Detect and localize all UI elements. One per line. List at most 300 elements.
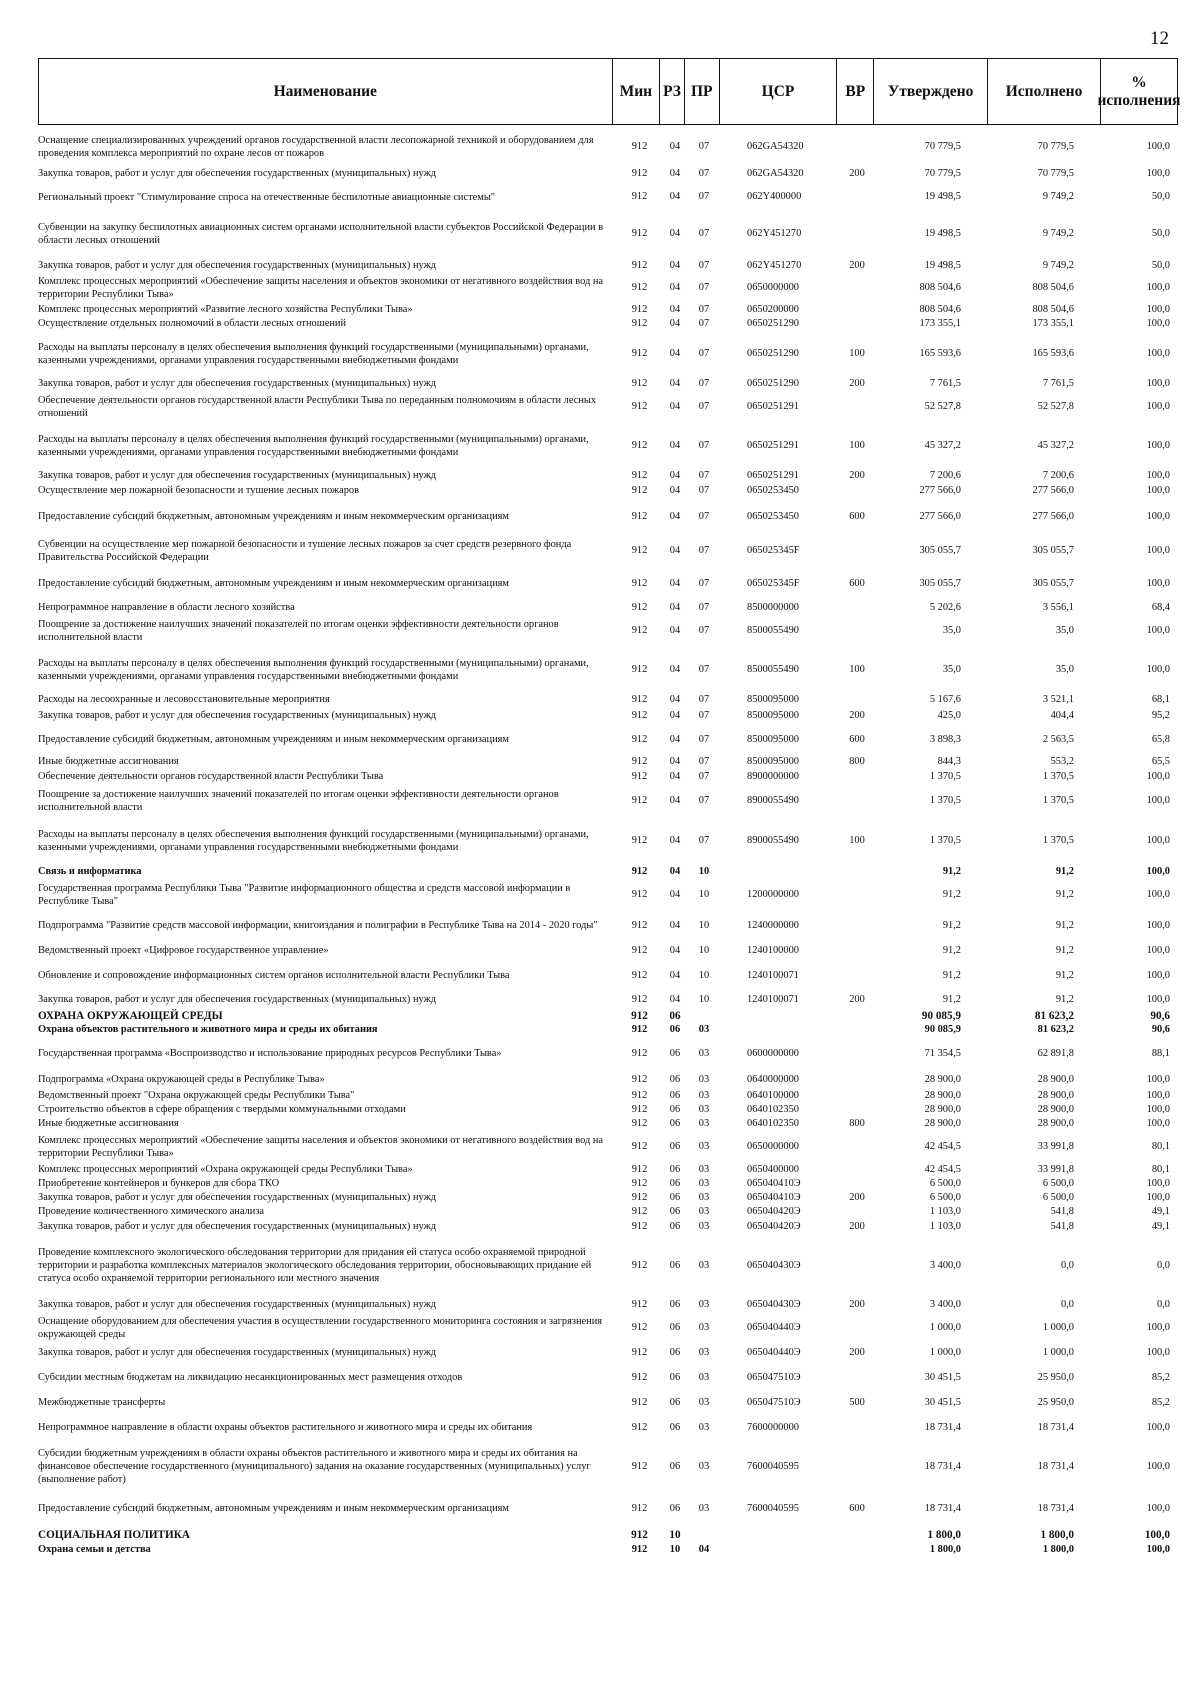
row-percent: 95,2 (1151, 709, 1170, 721)
row-approved: 1 370,5 (929, 770, 961, 782)
row-name: Подпрограмма "Развитие средств массовой информации, книгоиздания и полиграфии в Республике Тыва на 2014 - 2020 годы" (38, 920, 598, 932)
row-name: Поощрение за достижение наилучших значений показателей по итогам оценки эффективности деятельности органов исполнительной власти (38, 618, 559, 643)
row-min: 912 (631, 969, 648, 981)
row-percent: 100,0 (1146, 1346, 1170, 1358)
row-csr: 8900000000 (747, 770, 799, 782)
row-approved: 28 900,0 (924, 1103, 961, 1115)
row-pr: 07 (698, 484, 710, 496)
table-row (38, 132, 1178, 162)
row-vr: 200 (849, 1298, 865, 1310)
row-executed: 91,2 (1055, 919, 1074, 931)
row-vr: 600 (849, 510, 865, 522)
row-csr: 7600040595 (747, 1502, 799, 1514)
row-csr: 065025345F (747, 544, 800, 556)
row-approved: 90 085,9 (921, 1009, 961, 1022)
row-percent: 100,0 (1146, 663, 1170, 675)
row-approved: 425,0 (937, 709, 961, 721)
row-approved: 1 800,0 (927, 1528, 961, 1541)
row-approved: 91,2 (942, 944, 961, 956)
row-approved: 277 566,0 (919, 484, 961, 496)
row-percent: 100,0 (1146, 510, 1170, 522)
row-percent: 100,0 (1146, 1089, 1170, 1101)
row-percent: 100,0 (1146, 865, 1170, 877)
table-row (38, 769, 1178, 785)
row-executed: 0,0 (1061, 1259, 1074, 1271)
row-approved: 1 000,0 (929, 1346, 961, 1358)
row-approved: 305 055,7 (919, 544, 961, 556)
header-executed: Исполнено (987, 59, 1100, 124)
row-name: Охрана семьи и детства (38, 1544, 151, 1556)
row-name: Осуществление мер пожарной безопасности и тушение лесных пожаров (38, 485, 359, 497)
row-executed: 7 761,5 (1042, 377, 1074, 389)
row-csr: 8500095000 (747, 755, 799, 767)
row-rz: 04 (669, 944, 681, 956)
row-approved: 45 327,2 (924, 439, 961, 451)
row-pr: 03 (698, 1191, 710, 1203)
row-name: Субвенции на осуществление мер пожарной безопасности и тушение лесных пожаров за счет средств резервного фонда Правительства Российской Федерации (38, 538, 572, 563)
row-csr: 8500095000 (747, 709, 799, 721)
row-executed: 18 731,4 (1037, 1502, 1074, 1514)
row-pr: 03 (698, 1460, 710, 1472)
table-row (38, 1393, 1178, 1413)
table-row (38, 1163, 1178, 1177)
row-rz: 06 (669, 1047, 681, 1059)
row-percent: 100,0 (1146, 624, 1170, 636)
row-pr: 07 (698, 281, 710, 293)
table-row (38, 567, 1178, 601)
row-min: 912 (631, 484, 648, 496)
table-row (38, 303, 1178, 317)
table-row (38, 647, 1178, 693)
row-min: 912 (631, 1177, 648, 1189)
row-pr: 03 (698, 1346, 710, 1358)
row-approved: 91,2 (942, 993, 961, 1005)
row-min: 912 (631, 1396, 648, 1408)
table-row (38, 483, 1178, 499)
row-pr: 07 (698, 544, 710, 556)
row-executed: 91,2 (1055, 888, 1074, 900)
row-rz: 06 (669, 1396, 681, 1408)
row-name: Межбюджетные трансферты (38, 1397, 166, 1409)
row-pr: 03 (698, 1371, 710, 1383)
row-executed: 91,2 (1055, 993, 1074, 1005)
row-executed: 1 370,5 (1042, 834, 1074, 846)
row-executed: 9 749,2 (1042, 227, 1074, 239)
row-csr: 1240100000 (747, 944, 799, 956)
row-csr: 1240100071 (747, 969, 799, 981)
table-row (38, 615, 1178, 647)
row-rz: 04 (669, 484, 681, 496)
table-row (38, 1543, 1178, 1557)
row-percent: 65,5 (1151, 755, 1170, 767)
row-min: 912 (631, 1009, 648, 1022)
row-executed: 9 749,2 (1042, 191, 1074, 203)
row-executed: 541,8 (1050, 1205, 1074, 1217)
row-rz: 06 (669, 1460, 681, 1472)
row-rz: 04 (669, 469, 681, 481)
row-csr: 0600000000 (747, 1047, 799, 1059)
row-pr: 07 (698, 693, 710, 705)
row-vr: 100 (849, 834, 865, 846)
table-row (38, 1037, 1178, 1071)
row-name: Обеспечение деятельности органов государственной власти Республики Тыва (38, 771, 384, 783)
row-executed: 35,0 (1055, 663, 1074, 675)
row-rz: 04 (669, 577, 681, 589)
row-name: Связь и информатика (38, 866, 142, 878)
row-executed: 808 504,6 (1032, 303, 1074, 315)
row-rz: 04 (669, 693, 681, 705)
row-pr: 07 (698, 577, 710, 589)
row-executed: 0,0 (1061, 1298, 1074, 1310)
row-rz: 04 (669, 510, 681, 522)
table-row (38, 817, 1178, 865)
row-pr: 03 (698, 1163, 710, 1175)
row-executed: 808 504,6 (1032, 281, 1074, 293)
row-pr: 04 (698, 1543, 710, 1555)
row-rz: 06 (669, 1009, 681, 1022)
row-csr: 062Y451270 (747, 227, 802, 239)
row-approved: 35,0 (942, 663, 961, 675)
row-percent: 68,1 (1151, 693, 1170, 705)
row-percent: 100,0 (1146, 1191, 1170, 1203)
row-executed: 9 749,2 (1042, 259, 1074, 271)
row-rz: 04 (669, 347, 681, 359)
row-csr: 8900055490 (747, 794, 799, 806)
table-row (38, 1343, 1178, 1363)
row-executed: 1 370,5 (1042, 770, 1074, 782)
row-rz: 04 (669, 317, 681, 329)
row-pr: 07 (698, 400, 710, 412)
table-row (38, 941, 1178, 961)
row-name: СОЦИАЛЬНАЯ ПОЛИТИКА (38, 1529, 190, 1542)
row-name: Закупка товаров, работ и услуг для обеспечения государственных (муниципальных) нужд (38, 260, 437, 272)
header-vr: ВР (836, 59, 873, 124)
table-body (38, 132, 1178, 1557)
row-executed: 52 527,8 (1037, 400, 1074, 412)
row-rz: 04 (669, 140, 681, 152)
row-min: 912 (631, 510, 648, 522)
row-rz: 04 (669, 227, 681, 239)
row-approved: 1 103,0 (929, 1220, 961, 1232)
table-row (38, 1089, 1178, 1103)
row-percent: 100,0 (1146, 1321, 1170, 1333)
row-rz: 10 (669, 1543, 681, 1555)
header-name: Наименование (273, 82, 377, 100)
row-pr: 10 (698, 919, 710, 931)
row-min: 912 (631, 303, 648, 315)
row-name: Осуществление отдельных полномочий в области лесных отношений (38, 318, 347, 330)
row-min: 912 (631, 1259, 648, 1271)
row-pr: 10 (698, 865, 710, 877)
table-row (38, 755, 1178, 769)
table-row (38, 259, 1178, 273)
row-pr: 03 (698, 1140, 710, 1152)
row-csr: 0650251290 (747, 347, 799, 359)
row-approved: 1 800,0 (929, 1543, 961, 1555)
row-percent: 100,0 (1146, 919, 1170, 931)
table-row (38, 961, 1178, 991)
row-pr: 10 (698, 888, 710, 900)
row-percent: 100,0 (1146, 377, 1170, 389)
row-rz: 06 (669, 1103, 681, 1115)
row-rz: 06 (669, 1421, 681, 1433)
row-csr: 0650200000 (747, 303, 799, 315)
row-percent: 100,0 (1146, 944, 1170, 956)
row-rz: 04 (669, 624, 681, 636)
table-row (38, 725, 1178, 755)
table-row (38, 186, 1178, 209)
row-name: Субсидии местным бюджетам на ликвидацию несанкционированных мест размещения отходов (38, 1372, 463, 1384)
row-min: 912 (631, 601, 648, 613)
row-percent: 90,6 (1150, 1009, 1170, 1022)
row-pr: 03 (698, 1117, 710, 1129)
row-approved: 7 200,6 (929, 469, 961, 481)
table-row (38, 1491, 1178, 1527)
row-min: 912 (631, 281, 648, 293)
row-executed: 305 055,7 (1032, 544, 1074, 556)
row-approved: 3 400,0 (929, 1259, 961, 1271)
row-min: 912 (631, 1205, 648, 1217)
row-approved: 6 500,0 (929, 1191, 961, 1203)
row-approved: 5 167,6 (929, 693, 961, 705)
row-rz: 06 (669, 1117, 681, 1129)
row-name: Закупка товаров, работ и услуг для обеспечения государственных (муниципальных) нужд (38, 1347, 437, 1359)
row-pr: 03 (698, 1220, 710, 1232)
row-rz: 04 (669, 770, 681, 782)
row-rz: 04 (669, 888, 681, 900)
row-rz: 04 (669, 281, 681, 293)
row-vr: 600 (849, 577, 865, 589)
row-name: Предоставление субсидий бюджетным, автономным учреждениям и иным некоммерческим организациям (38, 578, 509, 590)
row-approved: 91,2 (942, 919, 961, 931)
row-csr: 065040440Э (747, 1321, 801, 1333)
row-name: Закупка товаров, работ и услуг для обеспечения государственных (муниципальных) нужд (38, 710, 437, 722)
row-pr: 03 (698, 1047, 710, 1059)
row-percent: 100,0 (1146, 1460, 1170, 1472)
row-name: Непрограммное направление в области охраны объектов растительного и животного мира и среды их обитания (38, 1422, 533, 1434)
row-name: Расходы на лесоохранные и лесовосстановительные мероприятия (38, 694, 330, 706)
row-rz: 04 (669, 259, 681, 271)
row-executed: 45 327,2 (1037, 439, 1074, 451)
row-rz: 04 (669, 439, 681, 451)
row-pr: 07 (698, 317, 710, 329)
row-percent: 100,0 (1146, 317, 1170, 329)
row-name: Закупка товаров, работ и услуг для обеспечения государственных (муниципальных) нужд (38, 378, 437, 390)
table-row (38, 1071, 1178, 1089)
table-row (38, 1219, 1178, 1235)
row-min: 912 (631, 1103, 648, 1115)
row-csr: 0640100000 (747, 1089, 799, 1101)
row-vr: 600 (849, 733, 865, 745)
row-approved: 91,2 (942, 865, 961, 877)
row-approved: 305 055,7 (919, 577, 961, 589)
row-approved: 18 731,4 (924, 1421, 961, 1433)
row-percent: 100,0 (1146, 1502, 1170, 1514)
row-name: Поощрение за достижение наилучших значений показателей по итогам оценки эффективности деятельности органов исполнительной власти (38, 788, 559, 813)
row-executed: 18 731,4 (1037, 1460, 1074, 1472)
row-name: Обеспечение деятельности органов государственной власти Республики Тыва по переданным полномочиям в области лесных отношений (38, 394, 597, 419)
row-name: Закупка товаров, работ и услуг для обеспечения государственных (муниципальных) нужд (38, 168, 437, 180)
header-csr: ЦСР (719, 59, 837, 124)
row-min: 912 (631, 1502, 648, 1514)
table-row (38, 707, 1178, 725)
row-min: 912 (631, 1298, 648, 1310)
row-vr: 200 (849, 377, 865, 389)
row-name: Предоставление субсидий бюджетным, автономным учреждениям и иным некоммерческим организациям (38, 734, 509, 746)
row-csr: 8500095000 (747, 733, 799, 745)
row-rz: 06 (669, 1298, 681, 1310)
row-executed: 70 779,5 (1037, 140, 1074, 152)
row-name: Приобретение контейнеров и бункеров для сбора ТКО (38, 1178, 280, 1190)
row-percent: 80,1 (1151, 1163, 1170, 1175)
row-csr: 065040440Э (747, 1346, 801, 1358)
row-vr: 200 (849, 259, 865, 271)
row-rz: 04 (669, 663, 681, 675)
row-min: 912 (631, 191, 648, 203)
row-min: 912 (631, 259, 648, 271)
row-percent: 90,6 (1151, 1023, 1170, 1035)
row-csr: 065047510Э (747, 1396, 801, 1408)
table-row (38, 1443, 1178, 1491)
row-rz: 06 (669, 1502, 681, 1514)
row-vr: 200 (849, 993, 865, 1005)
header-rz: РЗ (659, 59, 684, 124)
row-pr: 07 (698, 439, 710, 451)
table-row (38, 1527, 1178, 1543)
row-pr: 07 (698, 167, 710, 179)
row-percent: 100,0 (1146, 1177, 1170, 1189)
row-executed: 7 200,6 (1042, 469, 1074, 481)
row-executed: 1 000,0 (1042, 1321, 1074, 1333)
row-csr: 1240000000 (747, 919, 799, 931)
row-vr: 200 (849, 167, 865, 179)
row-min: 912 (631, 227, 648, 239)
row-percent: 100,0 (1146, 400, 1170, 412)
row-vr: 200 (849, 469, 865, 481)
row-min: 912 (631, 544, 648, 556)
row-name: Подпрограмма «Охрана окружающей среды в Республике Тыва» (38, 1074, 325, 1086)
row-name: Непрограммное направление в области лесного хозяйства (38, 602, 295, 614)
row-name: Комплекс процессных мероприятий «Обеспечение защиты населения и объектов экономики от негативного воздействия вод на территории Республики Тыва» (38, 275, 604, 300)
row-rz: 04 (669, 834, 681, 846)
row-vr: 600 (849, 1502, 865, 1514)
row-rz: 06 (669, 1321, 681, 1333)
row-min: 912 (631, 140, 648, 152)
row-percent: 100,0 (1146, 969, 1170, 981)
row-name: Ведомственный проект «Цифровое государственное управление» (38, 945, 329, 957)
row-executed: 277 566,0 (1032, 510, 1074, 522)
row-name: Обновление и сопровождение информационных систем органов исполнительной власти Республики Тыва (38, 970, 510, 982)
row-approved: 19 498,5 (924, 227, 961, 239)
table-row (38, 391, 1178, 423)
row-csr: 0650253450 (747, 510, 799, 522)
row-percent: 100,0 (1146, 1103, 1170, 1115)
row-csr: 0650000000 (747, 281, 799, 293)
row-name: Региональный проект "Стимулирование спроса на отечественные беспилотные авиационные системы" (38, 191, 496, 203)
row-pr: 03 (698, 1396, 710, 1408)
table-row (38, 377, 1178, 391)
row-min: 912 (631, 1421, 648, 1433)
row-executed: 6 500,0 (1042, 1191, 1074, 1203)
row-min: 912 (631, 439, 648, 451)
row-percent: 100,0 (1146, 303, 1170, 315)
row-rz: 04 (669, 733, 681, 745)
row-rz: 06 (669, 1371, 681, 1383)
row-executed: 305 055,7 (1032, 577, 1074, 589)
row-percent: 85,2 (1151, 1396, 1170, 1408)
row-name: Субсидии бюджетным учреждениям в области охраны объектов растительного и животного мира и среды их обитания на финансовое обеспечение государственного (муниципального) задания на оказание государственных (муниципальных) услуг (выполнение работ) (38, 1448, 591, 1485)
row-pr: 10 (698, 944, 710, 956)
row-approved: 30 451,5 (924, 1371, 961, 1383)
row-percent: 50,0 (1151, 191, 1170, 203)
table-row (38, 1413, 1178, 1443)
row-percent: 65,8 (1151, 733, 1170, 745)
row-percent: 49,1 (1151, 1220, 1170, 1232)
row-name: Предоставление субсидий бюджетным, автономным учреждениям и иным некоммерческим организациям (38, 1503, 509, 1515)
row-percent: 100,0 (1146, 281, 1170, 293)
row-percent: 100,0 (1146, 544, 1170, 556)
header-approved: Утверждено (873, 59, 987, 124)
row-csr: 065040430Э (747, 1259, 801, 1271)
row-approved: 1 370,5 (929, 834, 961, 846)
row-approved: 35,0 (942, 624, 961, 636)
row-percent: 100,0 (1146, 347, 1170, 359)
row-approved: 165 593,6 (919, 347, 961, 359)
row-pr: 07 (698, 191, 710, 203)
row-csr: 0650251291 (747, 400, 799, 412)
row-csr: 8500000000 (747, 601, 799, 613)
row-rz: 04 (669, 601, 681, 613)
row-name: Государственная программа «Воспроизводство и использование природных ресурсов Республики Тыва» (38, 1048, 502, 1060)
row-rz: 04 (669, 191, 681, 203)
row-executed: 70 779,5 (1037, 167, 1074, 179)
row-min: 912 (631, 919, 648, 931)
row-percent: 100,0 (1146, 577, 1170, 589)
row-rz: 04 (669, 993, 681, 1005)
row-percent: 100,0 (1146, 888, 1170, 900)
row-rz: 06 (669, 1191, 681, 1203)
row-approved: 71 354,5 (924, 1047, 961, 1059)
table-row (38, 535, 1178, 567)
row-approved: 28 900,0 (924, 1117, 961, 1129)
row-executed: 81 623,2 (1037, 1023, 1074, 1035)
row-pr: 07 (698, 624, 710, 636)
row-csr: 062Y400000 (747, 191, 802, 203)
row-rz: 04 (669, 400, 681, 412)
row-name: Комплекс процессных мероприятий «Обеспечение защиты населения и объектов экономики от негативного воздействия вод на территории Республики Тыва» (38, 1134, 604, 1159)
table-row (38, 1131, 1178, 1163)
row-approved: 28 900,0 (924, 1089, 961, 1101)
row-csr: 0640000000 (747, 1073, 799, 1085)
row-min: 912 (631, 317, 648, 329)
row-vr: 100 (849, 439, 865, 451)
row-csr: 065040420Э (747, 1220, 801, 1232)
row-percent: 100,0 (1146, 1421, 1170, 1433)
row-executed: 62 891,8 (1037, 1047, 1074, 1059)
row-percent: 100,0 (1144, 1528, 1170, 1541)
row-name: Расходы на выплаты персоналу в целях обеспечения выполнения функций государственными (муниципальными) органами, казенными учреждениями, органами управления государственными внебюджетными фондами (38, 341, 589, 366)
table-row (38, 1297, 1178, 1313)
row-approved: 844,3 (937, 755, 961, 767)
row-executed: 553,2 (1050, 755, 1074, 767)
row-vr: 200 (849, 1220, 865, 1232)
row-name: Оснащение оборудованием для обеспечения участия в осуществлении государственного мониторинга состояния и загрязнения окружающей среды (38, 1315, 603, 1340)
row-pr: 07 (698, 601, 710, 613)
row-rz: 06 (669, 1259, 681, 1271)
row-min: 912 (631, 1220, 648, 1232)
row-approved: 90 085,9 (924, 1023, 961, 1035)
row-vr: 100 (849, 347, 865, 359)
